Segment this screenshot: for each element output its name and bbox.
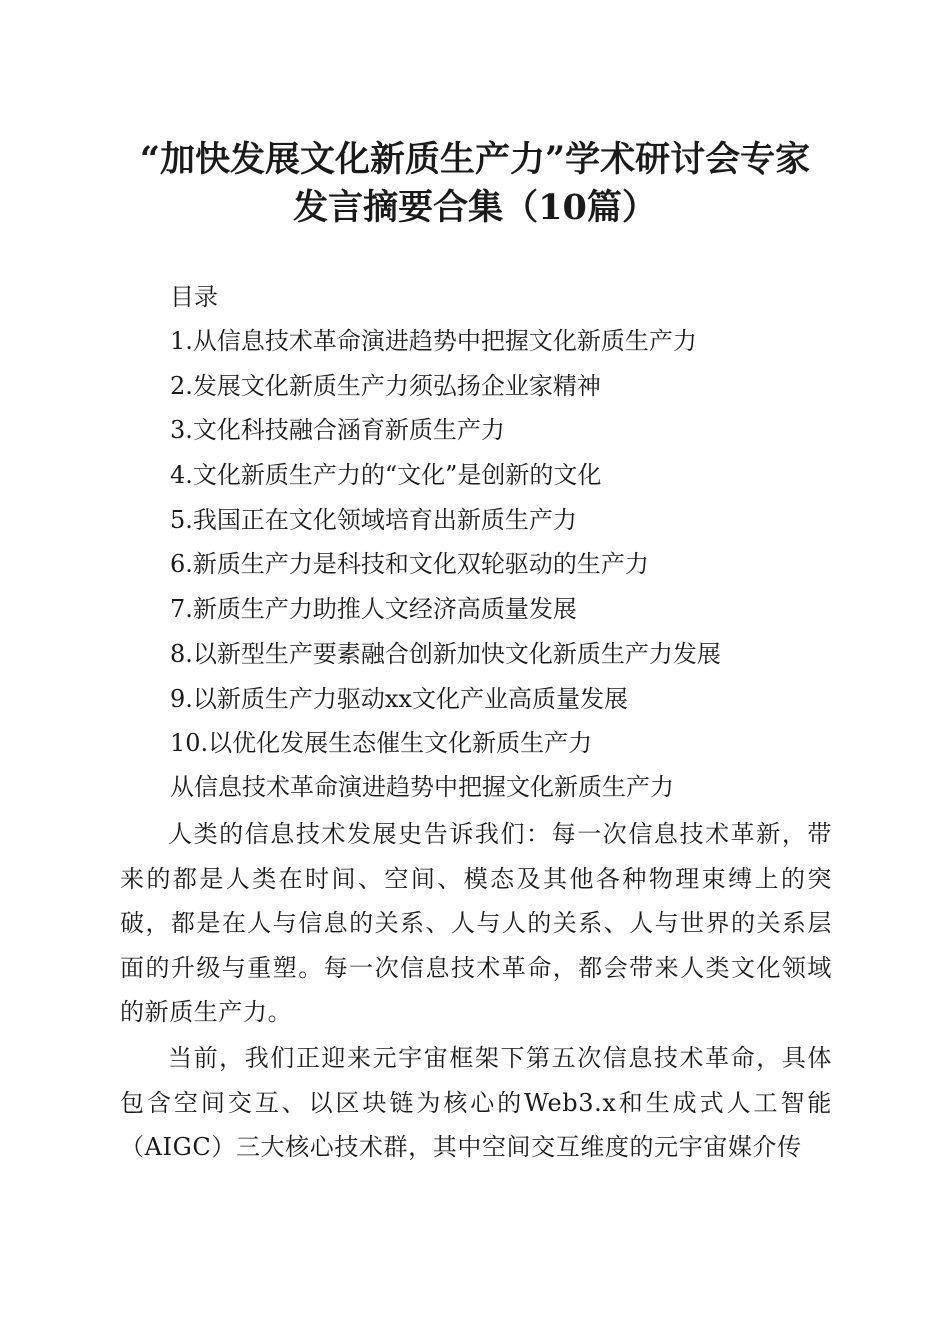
table-of-contents — [170, 324, 721, 771]
toc-item-7: 7.新质生产力助推人文经济高质量发展 — [170, 595, 577, 624]
toc-item-4: 4.文化新质生产力的“文化”是创新的文化 — [170, 461, 602, 490]
toc-item-5: 5.我国正在文化领域培育出新质生产力 — [170, 505, 577, 534]
body-paragraph-2-container — [120, 1036, 832, 1170]
toc-item-3: 3.文化科技融合涵育新质生产力 — [170, 416, 505, 445]
toc-item-8: 8.以新型生产要素融合创新加快文化新质生产力发展 — [170, 639, 721, 668]
body-paragraph-1: 人类的信息技术发展史告诉我们：每一次信息技术革新，带来的都是人类在时间、空间、模态及其他各种物理束缚上的突破，都是在人与信息的关系、人与人的关系、人与世界的关系层面的升级与重塑。每一次信息技术革命，都会带来人类文化领域的新质生产力。 — [120, 820, 832, 1027]
document-title-line-1: “加快发展文化新质生产力”学术研讨会专家 — [139, 139, 811, 180]
body-paragraph-1-container — [120, 812, 832, 1035]
toc-heading: 目录 — [170, 283, 218, 311]
toc-item-10: 10.以优化发展生态催生文化新质生产力 — [170, 729, 593, 758]
document-title-line-2: 发言摘要合集（10篇） — [293, 187, 657, 228]
toc-item-1: 1.从信息技术革命演进趋势中把握文化新质生产力 — [170, 327, 697, 355]
body-paragraph-2: 当前，我们正迎来元宇宙框架下第五次信息技术革命，具体包含空间交互、以区块链为核心的Web3.x和生成式人工智能（AIGC）三大核心技术群，其中空间交互维度的元宇宙媒介传 — [120, 1044, 832, 1162]
section-title: 从信息技术革命演进趋势中把握文化新质生产力 — [170, 773, 674, 801]
toc-item-2: 2.发展文化新质生产力须弘扬企业家精神 — [170, 371, 601, 400]
toc-item-9: 9.以新质生产力驱动xx文化产业高质量发展 — [170, 684, 628, 713]
toc-item-6: 6.新质生产力是科技和文化双轮驱动的生产力 — [170, 550, 649, 579]
